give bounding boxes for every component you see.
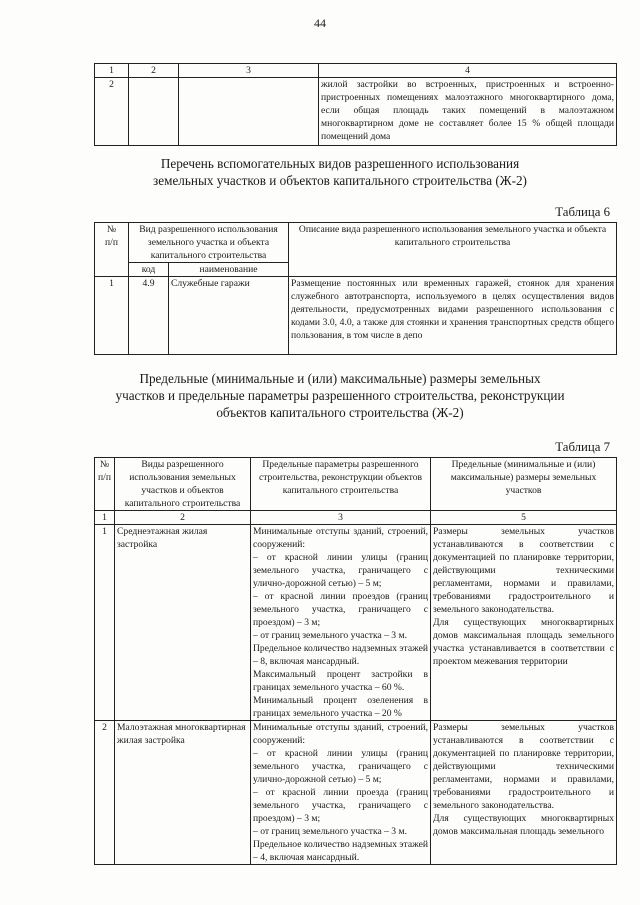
row-sizes: Размеры земельных участков устанавливаются в соответствии с документацией по планировке территории, действующими техническими регламентами, нормами и правилами, требованиями градостроительного и земельного законодательства. Для существующих многоквартирных домов максимальная площадь земельного участка устанавливается в соответствии с проектом межевания территории xyxy=(431,525,617,721)
header-number: № п/п xyxy=(95,458,115,511)
col-number: 2 xyxy=(129,64,179,78)
row-code: 4.9 xyxy=(129,277,169,355)
section-heading: Предельные (минимальные и (или) максимальные) размеры земельных участков и предельные параметры разрешенного строительства, реконструкции объектов капитального строительства (Ж-2) xyxy=(115,371,565,420)
table-row xyxy=(95,525,617,721)
empty-cell xyxy=(179,78,319,146)
table-row xyxy=(95,721,617,865)
row-params: Минимальные отступы зданий, строений, сооружений: – от красной линии улицы (границ земельного участка, граничащего с улично-дорожной сетью) – 5 м; – от красной линии проездов (границ земельного участка, граничащего с проездом) – 3 м; – от границ земельного участка – 3 м. Предельное количество надземных этажей – 8, включая мансардный. Максимальный процент застройки в границах земельного участка – 60 %. Минимальный процент озеленения в границах земельного участка – 20 % xyxy=(251,525,431,721)
row-number: 1 xyxy=(95,525,115,721)
header-sizes: Предельные (минимальные и (или) максимальные) размеры земельных участков xyxy=(431,458,617,511)
header-type: Виды разрешенного использования земельных участков и объектов капитального строительства xyxy=(115,458,251,511)
col-number: 4 xyxy=(319,64,617,78)
table-continuation xyxy=(94,63,617,146)
header-name: наименование xyxy=(169,263,289,277)
header-params: Предельные параметры разрешенного строительства, реконструкции объектов капитального строительства xyxy=(251,458,431,511)
table-row xyxy=(95,511,617,525)
table-header-row xyxy=(95,223,617,263)
col-number: 5 xyxy=(431,511,617,525)
table-header-row xyxy=(95,458,617,511)
header-code: код xyxy=(129,263,169,277)
row-description: Размещение постоянных или временных гаражей, стоянок для хранения служебного автотранспорта, используемого в целях осуществления видов деятельности, предусмотренных видами разрешенного использования с кодами 3.0, 4.0, а также для стоянки и хранения транспортных средств общего пользования, в том числе в депо xyxy=(289,277,617,355)
col-number: 1 xyxy=(95,511,115,525)
row-params: Минимальные отступы зданий, строений, сооружений: – от красной линии улицы (границ земельного участка, граничащего с улично-дорожной сетью) – 5 м; – от красной линии проезда (границ земельного участка, граничащего с проездом) – 3 м; – от границ земельного участка – 3 м. Предельное количество надземных этажей – 4, включая мансардный. xyxy=(251,721,431,865)
col-number: 2 xyxy=(115,511,251,525)
col-number: 3 xyxy=(251,511,431,525)
empty-cell xyxy=(129,78,179,146)
row-type: Малоэтажная многоквартирная жилая застройка xyxy=(115,721,251,865)
table-row xyxy=(95,277,617,355)
table-7 xyxy=(94,457,617,865)
col-number: 1 xyxy=(95,64,129,78)
table-label: Таблица 7 xyxy=(555,440,610,454)
row-number: 2 xyxy=(95,78,129,146)
row-sizes: Размеры земельных участков устанавливаются в соответствии с документацией по планировке территории, действующими техническими регламентами, нормами и правилами, требованиями градостроительного и земельного законодательства. Для существующих многоквартирных домов максимальная площадь земельного xyxy=(431,721,617,865)
table-row xyxy=(95,78,617,146)
table-6 xyxy=(94,222,617,355)
row-text: жилой застройки во встроенных, пристроенных и встроенно-пристроенных помещениях малоэтажного многоквартирного дома, если общая площадь таких помещений в малоэтажном многоквартирном доме не составляет более 15 % общей площади помещений дома xyxy=(319,78,617,146)
section-heading: Перечень вспомогательных видов разрешенного использования земельных участков и объектов капитального строительства (Ж-2) xyxy=(153,156,527,188)
table-row xyxy=(95,64,617,78)
row-name: Служебные гаражи xyxy=(169,277,289,355)
col-number: 3 xyxy=(179,64,319,78)
header-description: Описание вида разрешенного использования земельного участка и объекта капитального строительства xyxy=(289,223,617,277)
row-type: Среднеэтажная жилая застройка xyxy=(115,525,251,721)
row-number: 2 xyxy=(95,721,115,865)
row-number: 1 xyxy=(95,277,129,355)
header-number: № п/п xyxy=(95,223,129,277)
header-type: Вид разрешенного использования земельного участка и объекта капитального строительства xyxy=(129,223,289,263)
page-number: 44 xyxy=(314,16,326,30)
table-label: Таблица 6 xyxy=(555,205,610,219)
